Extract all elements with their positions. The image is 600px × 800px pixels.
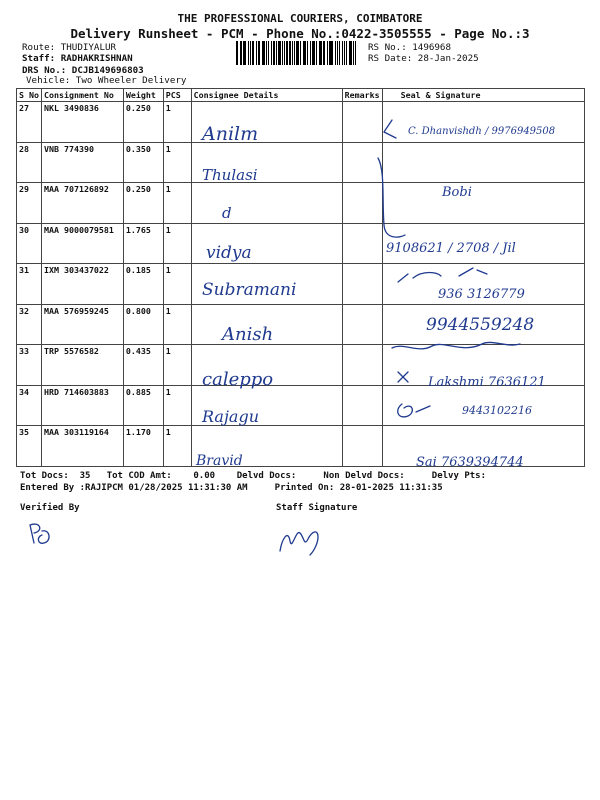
signature-mark [398,268,487,282]
cell-consignment: IXM 303437022 [41,264,123,305]
cell-sno: 35 [17,426,42,467]
seal-handwriting: 9443102216 [462,404,532,417]
cell-sno: 33 [17,345,42,386]
verified-signature [20,515,80,555]
consignee-handwriting: Rajagu [202,407,259,426]
cell-sno: 34 [17,385,42,426]
signature-mark [398,372,408,382]
cell-pcs: 1 [163,142,191,183]
cell-pcs: 1 [163,385,191,426]
consignee-handwriting: d [222,204,232,222]
col-header-seal: Seal & Signature [382,89,584,102]
cell-sno: 27 [17,102,42,143]
cell-pcs: 1 [163,426,191,467]
drs-number: DRS No.: DCJB149696803 [22,65,144,76]
rs-number: RS No.: 1496968 [368,42,451,53]
bracket-mark [378,158,405,237]
staff-label: Staff: RADHAKRISHNAN [22,53,133,64]
col-header-remarks: Remarks [342,89,382,102]
col-header-weight: Weight [123,89,163,102]
cell-consignment: MAA 576959245 [41,304,123,345]
col-header-pcs: PCS [163,89,191,102]
cell-weight: 0.435 [123,345,163,386]
signature-mark [384,120,396,138]
cell-pcs: 1 [163,345,191,386]
consignee-handwriting: caleppo [202,369,274,390]
col-header-consignee: Consignee Details [191,89,342,102]
cell-pcs: 1 [163,264,191,305]
seal-handwriting: Bobi [442,185,472,200]
col-header-sno: S No [17,89,42,102]
rs-date: RS Date: 28-Jan-2025 [368,53,479,64]
entered-by-line: Entered By :RAJIPCM 01/28/2025 11:31:30 AM Printed On: 28-01-2025 11:31:35 [20,483,443,493]
cell-sno: 32 [17,304,42,345]
cell-pcs: 1 [163,223,191,264]
route-label: Route: THUDIYALUR [22,42,117,53]
seal-handwriting: C. Dhanvishdh / 9976949508 [408,126,556,137]
consignee-handwriting: Subramani [202,280,297,300]
cell-weight: 0.885 [123,385,163,426]
cell-weight: 1.765 [123,223,163,264]
cell-sno: 30 [17,223,42,264]
cell-weight: 0.250 [123,183,163,224]
cell-consignment: MAA 9000079581 [41,223,123,264]
totals-line: Tot Docs: 35 Tot COD Amt: 0.00 Delvd Docs: Non Delvd Docs: Delvy Pts: [20,471,486,481]
seal-handwriting: 936 3126779 [438,287,525,302]
signature-mark [392,342,520,348]
cell-consignment: TRP 5576582 [41,345,123,386]
consignee-handwriting: vidya [206,243,252,263]
signature-mark [398,404,430,417]
staff-signature [272,515,332,565]
staff-signature-label: Staff Signature [276,503,358,513]
consignee-handwriting: Anish [222,324,274,345]
cell-sno: 29 [17,183,42,224]
cell-consignment: VNB 774390 [41,142,123,183]
cell-weight: 1.170 [123,426,163,467]
cell-sno: 31 [17,264,42,305]
cell-consignment: MAA 303119164 [41,426,123,467]
cell-weight: 0.250 [123,102,163,143]
company-title: THE PROFESSIONAL COURIERS, COIMBATORE [177,12,423,25]
cell-consignment: NKL 3490836 [41,102,123,143]
seal-handwriting: 9944559248 [426,315,535,335]
cell-weight: 0.800 [123,304,163,345]
seal-handwriting: Sai 7639394744 [416,455,524,470]
cell-pcs: 1 [163,102,191,143]
cell-sno: 28 [17,142,42,183]
consignee-handwriting: Bravid [196,453,243,469]
cell-pcs: 1 [163,183,191,224]
cell-consignment: MAA 707126892 [41,183,123,224]
cell-weight: 0.350 [123,142,163,183]
cell-weight: 0.185 [123,264,163,305]
seal-handwriting: 9108621 / 2708 / Jil [386,241,516,256]
cell-pcs: 1 [163,304,191,345]
verified-by-label: Verified By [20,503,80,513]
vehicle-label: Vehicle: Two Wheeler Delivery [26,75,187,86]
consignee-handwriting: Anilm [202,123,259,145]
seal-handwriting: Lakshmi 7636121 [428,375,546,390]
col-header-consignment: Consignment No [41,89,123,102]
runsheet-subtitle: Delivery Runsheet - PCM - Phone No.:0422-3505555 - Page No.:3 [70,26,530,41]
consignee-handwriting: Thulasi [202,166,258,184]
cell-consignment: HRD 714603883 [41,385,123,426]
